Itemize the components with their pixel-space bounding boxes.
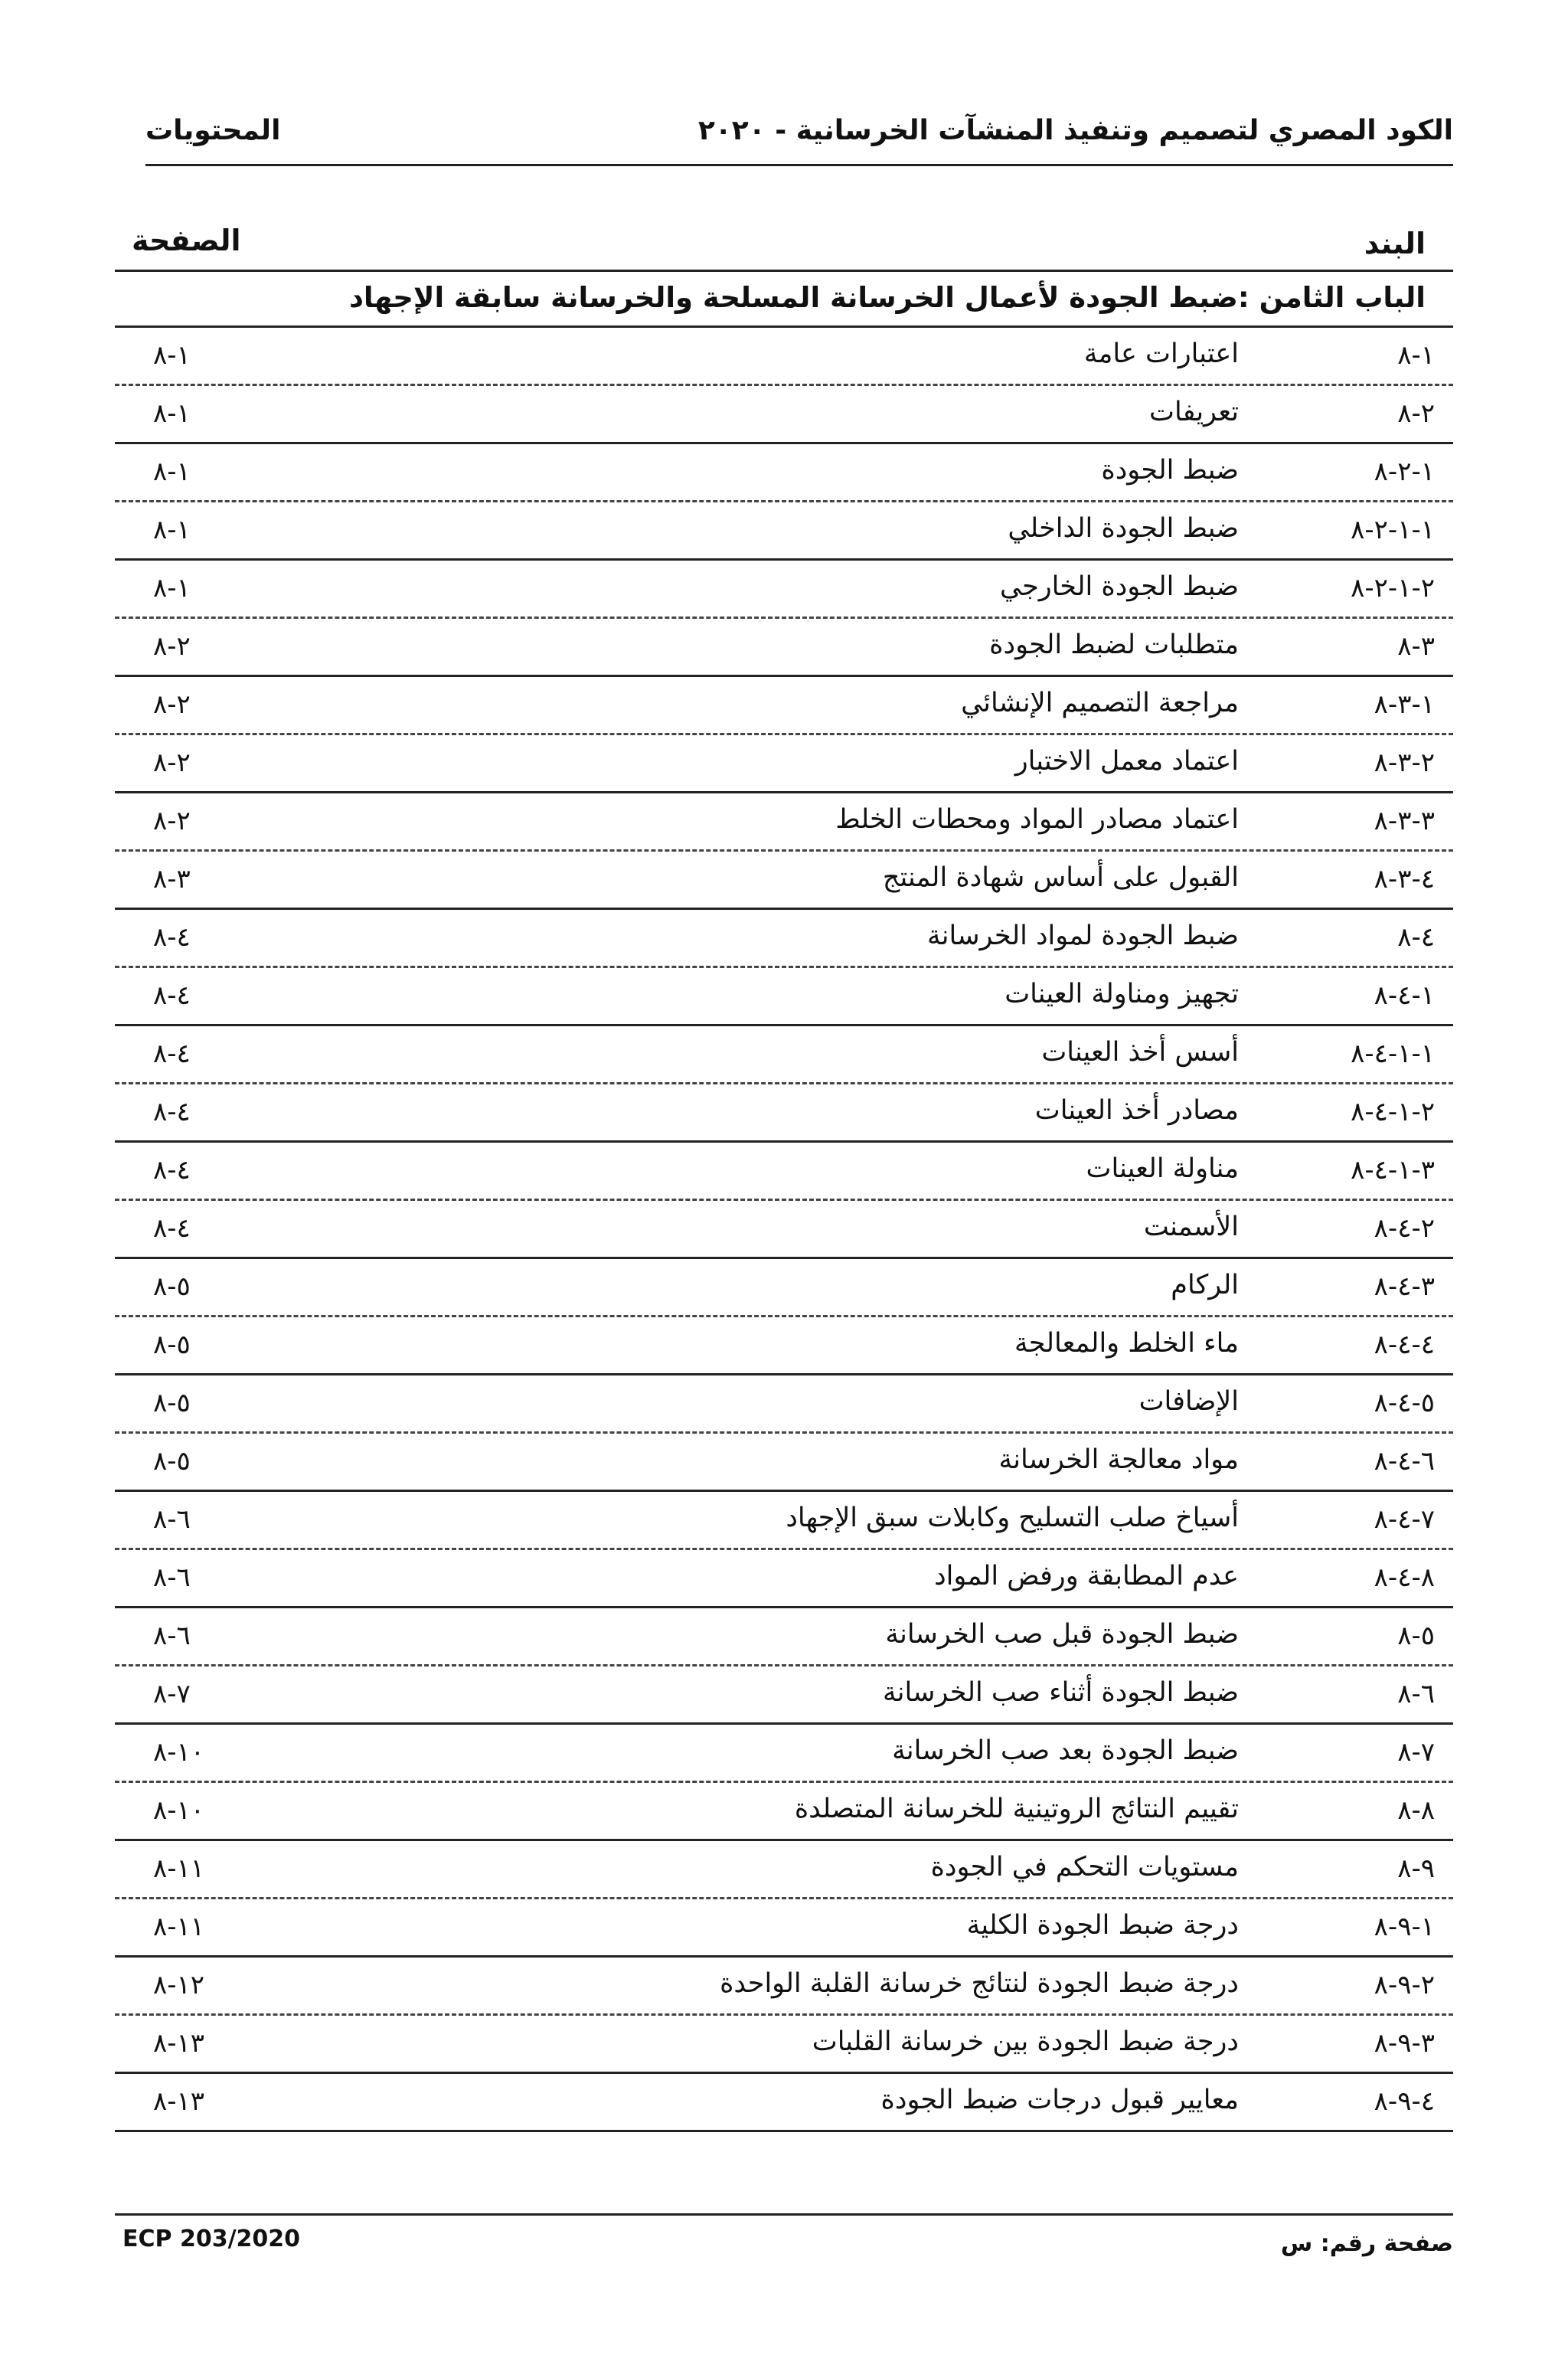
toc-item-page: ١-٨ [153, 573, 191, 603]
toc-item-title: الإضافات [1138, 1386, 1239, 1417]
code-title: الكود المصري لتصميم وتنفيذ المنشآت الخرسانية - ٢٠٢٠ [697, 115, 1453, 146]
chapter-title: الباب الثامن :ضبط الجودة لأعمال الخرسانة المسلحة والخرسانة سابقة الإجهاد [348, 281, 1426, 314]
toc-item-number: ١-٨ [1397, 340, 1435, 371]
toc-item-title: القبول على أساس شهادة المنتج [882, 862, 1239, 893]
toc-item-number: ٢-٨ [1397, 398, 1435, 429]
column-headers [115, 224, 1453, 270]
toc-item-page: ٢-٨ [153, 747, 191, 778]
toc-row [115, 966, 1453, 1024]
toc-item-number: ٦-٨ [1397, 1679, 1435, 1709]
toc-item-page: ١-٨ [153, 515, 191, 545]
toc-item-number: ١-١-٤-٨ [1351, 1038, 1435, 1069]
toc-row [115, 1431, 1453, 1490]
toc-item-number: ٣-٤-٨ [1374, 1271, 1435, 1302]
toc-item-number: ٧-٤-٨ [1374, 1504, 1435, 1535]
toc-row [115, 1082, 1453, 1140]
running-header [115, 115, 1453, 164]
toc-item-page: ١٠-٨ [153, 1737, 205, 1768]
toc-item-number: ٣-١-٤-٨ [1351, 1155, 1435, 1186]
toc-row [115, 1839, 1453, 1897]
toc-item-title: تقييم النتائج الروتينية للخرسانة المتصلدة [794, 1794, 1239, 1824]
toc-item-title: ضبط الجودة الخارجي [999, 571, 1239, 602]
toc-item-title: اعتماد مصادر المواد ومحطات الخلط [835, 804, 1239, 835]
toc-item-page: ١-٨ [153, 398, 191, 429]
toc-item-number: ١-٩-٨ [1374, 1912, 1435, 1942]
toc-item-number: ٤-٩-٨ [1374, 2086, 1435, 2117]
toc-item-page: ١٠-٨ [153, 1795, 205, 1826]
toc-item-page: ٤-٨ [153, 1038, 191, 1069]
toc-item-page: ٥-٨ [153, 1446, 191, 1477]
toc-item-title: ضبط الجودة [1101, 455, 1239, 486]
toc-row [115, 325, 1453, 384]
toc-row [115, 1490, 1453, 1548]
page-footer [115, 2213, 1453, 2275]
toc-row [115, 500, 1453, 558]
toc-item-title: معايير قبول درجات ضبط الجودة [880, 2085, 1239, 2115]
toc-item-number: ٤-٤-٨ [1374, 1330, 1435, 1360]
item-column-header: البند [1364, 227, 1426, 260]
toc-item-page: ١١-٨ [153, 1912, 205, 1942]
toc-item-number: ٥-٤-٨ [1374, 1388, 1435, 1418]
toc-item-title: أسس أخذ العينات [1041, 1037, 1239, 1068]
toc-item-number: ٩-٨ [1397, 1853, 1435, 1884]
toc-item-number: ٢-٩-٨ [1374, 1970, 1435, 2000]
toc-row [115, 1897, 1453, 1955]
toc-item-page: ٢-٨ [153, 631, 191, 662]
toc-item-number: ٥-٨ [1397, 1621, 1435, 1651]
toc-item-title: أسياخ صلب التسليح وكابلات سبق الإجهاد [786, 1503, 1239, 1533]
toc-item-page: ٦-٨ [153, 1621, 191, 1651]
toc-item-number: ٣-٨ [1397, 631, 1435, 662]
toc-item-number: ٢-١-٢-٨ [1351, 573, 1435, 603]
toc-item-number: ١-٣-٨ [1374, 689, 1435, 720]
toc-row [115, 908, 1453, 966]
toc-row [115, 1722, 1453, 1781]
toc-row [115, 733, 1453, 791]
toc-item-page: ٤-٨ [153, 922, 191, 953]
toc-item-title: متطلبات لضبط الجودة [989, 630, 1239, 660]
toc-row [115, 384, 1453, 442]
toc-item-page: ٣-٨ [153, 864, 191, 895]
toc-item-number: ٨-٤-٨ [1374, 1562, 1435, 1593]
toc-item-page: ٥-٨ [153, 1388, 191, 1418]
toc-item-title: الركام [1171, 1270, 1239, 1300]
toc-row [115, 1548, 1453, 1606]
toc-item-page: ٦-٨ [153, 1504, 191, 1535]
section-name: المحتويات [145, 115, 281, 146]
toc-item-title: مناولة العينات [1086, 1153, 1239, 1184]
toc-item-number: ٨-٨ [1397, 1795, 1435, 1826]
toc-row [115, 617, 1453, 675]
toc-item-number: ١-١-٢-٨ [1351, 515, 1435, 545]
toc-item-page: ١١-٨ [153, 1853, 205, 1884]
toc-item-title: تعريفات [1149, 397, 1239, 427]
toc-item-title: مصادر أخذ العينات [1034, 1095, 1239, 1126]
toc-item-title: مراجعة التصميم الإنشائي [961, 688, 1239, 718]
toc-item-number: ٣-٣-٨ [1374, 806, 1435, 836]
toc-item-title: درجة ضبط الجودة لنتائج خرسانة القلبة الواحدة [720, 1968, 1239, 1999]
toc-row [115, 1315, 1453, 1373]
toc-item-number: ١-٢-٨ [1374, 456, 1435, 487]
toc-row [115, 2013, 1453, 2072]
toc-item-title: الأسمنت [1143, 1212, 1239, 1242]
toc-item-page: ٥-٨ [153, 1271, 191, 1302]
toc-item-title: ضبط الجودة لمواد الخرسانة [927, 921, 1239, 951]
toc-item-number: ٤-٨ [1397, 922, 1435, 953]
toc-row [115, 1257, 1453, 1315]
toc-item-page: ١٣-٨ [153, 2086, 205, 2117]
document-code: ECP 203/2020 [122, 2226, 301, 2252]
table-bottom-rule [115, 2130, 1453, 2132]
toc-item-number: ٢-٣-٨ [1374, 747, 1435, 778]
toc-item-title: مواد معالجة الخرسانة [998, 1444, 1239, 1475]
page-number: صفحة رقم: س [1280, 2230, 1453, 2257]
toc-item-title: ضبط الجودة الداخلي [1008, 513, 1239, 544]
toc-item-page: ٤-٨ [153, 1213, 191, 1244]
toc-item-title: ضبط الجودة أثناء صب الخرسانة [882, 1677, 1239, 1708]
toc-item-page: ٤-٨ [153, 980, 191, 1011]
toc-item-page: ٦-٨ [153, 1562, 191, 1593]
toc-item-title: مستويات التحكم في الجودة [930, 1852, 1239, 1882]
toc-item-title: اعتبارات عامة [1083, 339, 1239, 369]
toc-row [115, 1199, 1453, 1257]
toc-item-page: ١-٨ [153, 340, 191, 371]
toc-row [115, 1373, 1453, 1431]
toc-item-title: ضبط الجودة قبل صب الخرسانة [885, 1619, 1239, 1650]
toc-item-title: ماء الخلط والمعالجة [1014, 1328, 1239, 1359]
toc-rows [115, 325, 1453, 2130]
toc-item-page: ٤-٨ [153, 1155, 191, 1186]
toc-item-number: ٢-١-٤-٨ [1351, 1097, 1435, 1127]
toc-item-page: ١-٨ [153, 456, 191, 487]
toc-item-number: ٣-٩-٨ [1374, 2028, 1435, 2059]
toc-item-page: ٤-٨ [153, 1097, 191, 1127]
toc-item-number: ٤-٣-٨ [1374, 864, 1435, 895]
toc-item-page: ٢-٨ [153, 806, 191, 836]
toc-row [115, 1664, 1453, 1722]
toc-item-number: ٧-٨ [1397, 1737, 1435, 1768]
toc-row [115, 558, 1453, 617]
toc-item-title: اعتماد معمل الاختبار [1014, 746, 1239, 777]
chapter-heading-row [115, 270, 1453, 325]
toc-item-page: ١٢-٨ [153, 1970, 205, 2000]
toc-item-page: ٥-٨ [153, 1330, 191, 1360]
toc-item-title: تجهيز ومناولة العينات [1004, 979, 1239, 1009]
toc-item-page: ٧-٨ [153, 1679, 191, 1709]
toc-row [115, 675, 1453, 733]
toc-item-number: ١-٤-٨ [1374, 980, 1435, 1011]
toc-row [115, 2072, 1453, 2130]
toc-item-page: ٢-٨ [153, 689, 191, 720]
toc-item-title: ضبط الجودة بعد صب الخرسانة [892, 1735, 1239, 1766]
toc-item-number: ٢-٤-٨ [1374, 1213, 1435, 1244]
header-rule [145, 164, 1453, 166]
table-of-contents [115, 270, 1453, 2132]
toc-row [115, 1024, 1453, 1082]
toc-row [115, 1606, 1453, 1664]
toc-item-title: درجة ضبط الجودة الكلية [966, 1910, 1239, 1941]
page-column-header: الصفحة [132, 224, 241, 257]
toc-row [115, 1140, 1453, 1199]
toc-row [115, 791, 1453, 849]
toc-row [115, 442, 1453, 500]
footer-rule [115, 2213, 1453, 2216]
toc-item-title: عدم المطابقة ورفض المواد [934, 1561, 1239, 1591]
toc-item-page: ١٣-٨ [153, 2028, 205, 2059]
toc-row [115, 1955, 1453, 2013]
toc-row [115, 849, 1453, 908]
toc-item-title: درجة ضبط الجودة بين خرسانة القلبات [812, 2026, 1239, 2057]
toc-row [115, 1781, 1453, 1839]
toc-item-number: ٦-٤-٨ [1374, 1446, 1435, 1477]
